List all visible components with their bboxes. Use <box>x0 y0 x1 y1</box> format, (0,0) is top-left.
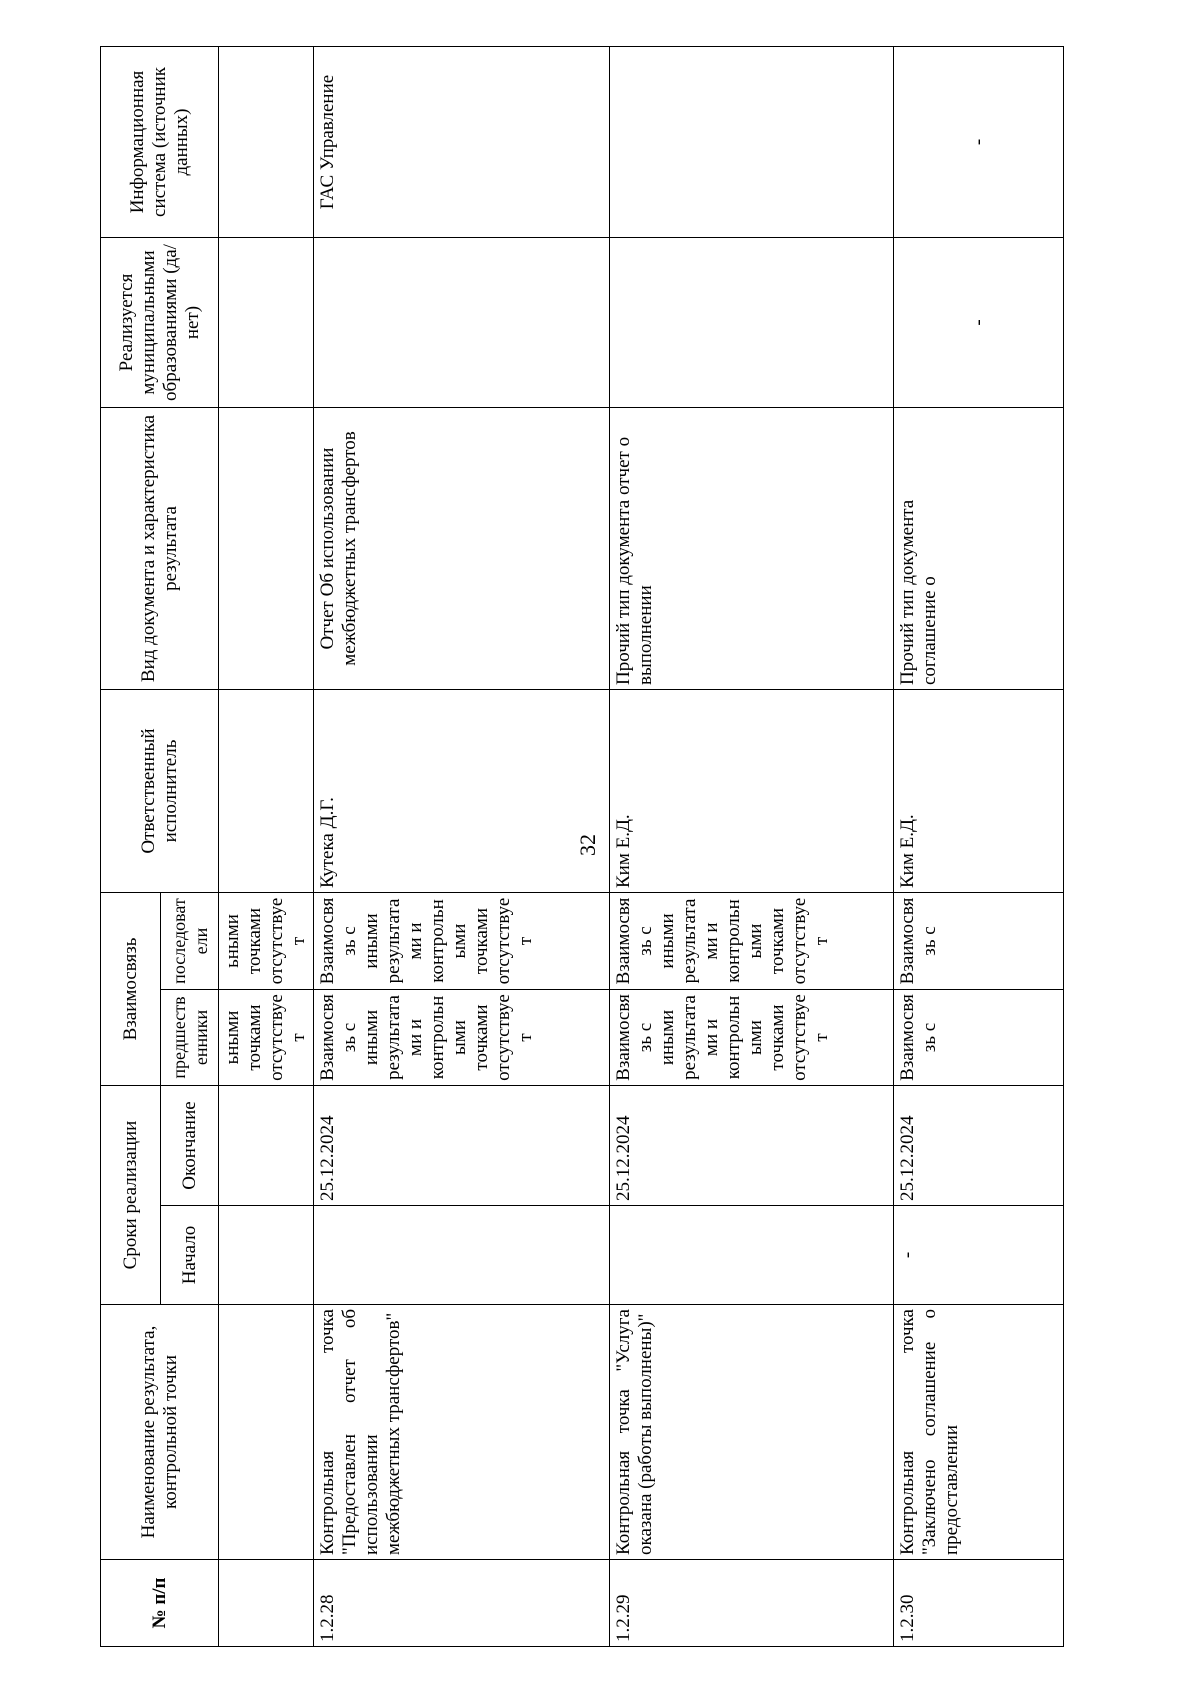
row-end: 25.12.2024 <box>894 1086 1064 1206</box>
row-municipal <box>610 238 894 408</box>
table-row <box>314 47 610 1647</box>
col-header-num: № п/п <box>101 1560 219 1647</box>
table-row <box>610 47 894 1647</box>
row-start: - <box>894 1206 1064 1305</box>
row-responsible: Ким Е.Д. <box>610 690 894 893</box>
col-header-start: Начало <box>161 1206 219 1305</box>
col-header-successors: последователи <box>161 893 219 990</box>
row-doc: Отчет Об использовании межбюджетных трансфертов <box>314 408 610 690</box>
col-header-end: Окончание <box>161 1086 219 1206</box>
col-header-doc: Вид документа и характеристика результата <box>101 408 219 690</box>
continuation-succ: ьными точками отсутствует <box>219 893 314 990</box>
row-infosys <box>610 47 894 238</box>
row-num: 1.2.30 <box>894 1560 1064 1647</box>
row-num: 1.2.29 <box>610 1560 894 1647</box>
row-municipal: - <box>894 238 1064 408</box>
row-doc: Прочий тип документа отчет о выполнении <box>610 408 894 690</box>
row-name: Контрольная точка "Услуга оказана (работы выполнены)" <box>610 1305 894 1560</box>
row-start <box>314 1206 610 1305</box>
page-number: 32 <box>575 834 600 856</box>
row-doc: Прочий тип документа соглашение о <box>894 408 1064 690</box>
row-start <box>610 1206 894 1305</box>
row-responsible: Кутека Д.Г. <box>314 690 610 893</box>
col-header-responsible: Ответственный исполнитель <box>101 690 219 893</box>
col-header-infosys: Информационная система (источник данных) <box>101 47 219 238</box>
continuation-pred: ьными точками отсутствует <box>219 990 314 1086</box>
row-end: 25.12.2024 <box>314 1086 610 1206</box>
col-header-relation: Взаимосвязь <box>101 893 161 1086</box>
rotated-page <box>100 47 1166 1647</box>
table-row <box>894 47 1064 1647</box>
col-header-name: Наименование результата, контрольной точки <box>101 1305 219 1560</box>
header-row-1 <box>101 47 161 1647</box>
continuation-row <box>219 47 314 1647</box>
row-pred: Взаимосвязь с иными результатами и контрольными точками отсутствует <box>314 990 610 1086</box>
row-name: Контрольная точка "Заключено соглашение о предоставлении <box>894 1305 1064 1560</box>
row-infosys: ГАС Управление <box>314 47 610 238</box>
col-header-terms: Сроки реализации <box>101 1086 161 1305</box>
row-end: 25.12.2024 <box>610 1086 894 1206</box>
row-pred: Взаимосвязь с <box>894 990 1064 1086</box>
row-responsible: Ким Е.Д. <box>894 690 1064 893</box>
row-succ: Взаимосвязь с <box>894 893 1064 990</box>
row-name: Контрольная точка "Предоставлен отчет об использовании межбюджетных трансфертов" <box>314 1305 610 1560</box>
row-pred: Взаимосвязь с иными результатами и контрольными точками отсутствует <box>610 990 894 1086</box>
col-header-predecessors: предшественники <box>161 990 219 1086</box>
row-municipal <box>314 238 610 408</box>
row-num: 1.2.28 <box>314 1560 610 1647</box>
row-infosys: - <box>894 47 1064 238</box>
col-header-municipal: Реализуется муниципальными образованиями (да/нет) <box>101 238 219 408</box>
row-succ: Взаимосвязь с иными результатами и контрольными точками отсутствует <box>610 893 894 990</box>
row-succ: Взаимосвязь с иными результатами и контрольными точками отсутствует <box>314 893 610 990</box>
